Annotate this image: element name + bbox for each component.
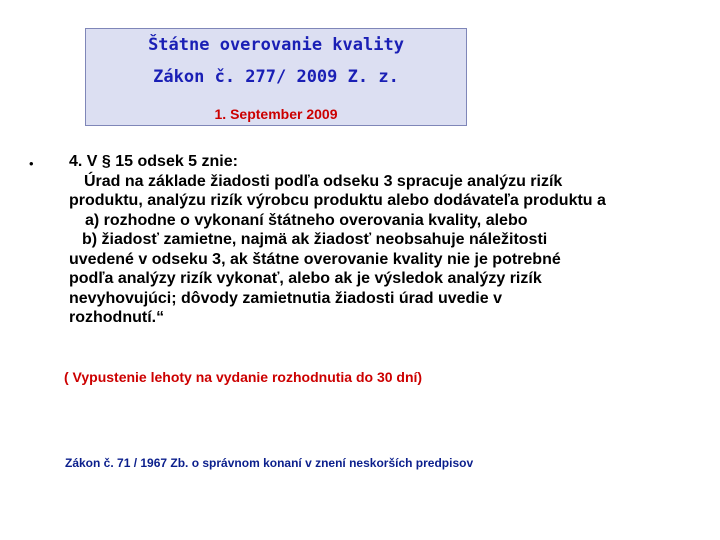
text-line: nevyhovujúci; dôvody zamietnutia žiadosti úrad uvedie v — [69, 289, 502, 307]
amendment-text — [69, 152, 689, 328]
text-line: b) žiadosť zamietne, najmä ak žiadosť neobsahuje náležitosti — [82, 231, 548, 248]
bullet-icon: • — [29, 156, 34, 171]
text-line: podľa analýzy rizík vykonať, alebo ak je výsledok analýzy rizík — [69, 270, 542, 287]
deadline-note: ( Vypustenie lehoty na vydanie rozhodnutia do 30 dní) — [64, 369, 423, 385]
header-box — [85, 28, 467, 126]
law-reference: Zákon č. 71 / 1967 Zb. o správnom konaní v znení neskorších predpisov — [65, 456, 474, 470]
slide-title: Štátne overovanie kvality — [148, 35, 404, 55]
law-title: Zákon č. 277/ 2009 Z. z. — [153, 67, 399, 87]
text-line: 4. V § 15 odsek 5 znie: — [69, 153, 238, 170]
text-line: a) rozhodne o vykonaní štátneho overovania kvality, alebo — [85, 211, 528, 229]
text-line: rozhodnutí.“ — [69, 309, 165, 326]
effective-date: 1. September 2009 — [214, 106, 338, 122]
text-line: produktu, analýzu rizík výrobcu produktu alebo dodávateľa produktu a — [69, 192, 606, 209]
text-line: uvedené v odseku 3, ak štátne overovanie kvality nie je potrebné — [69, 250, 561, 268]
text-line: Úrad na základe žiadosti podľa odseku 3 spracuje analýzu rizík — [84, 172, 563, 190]
